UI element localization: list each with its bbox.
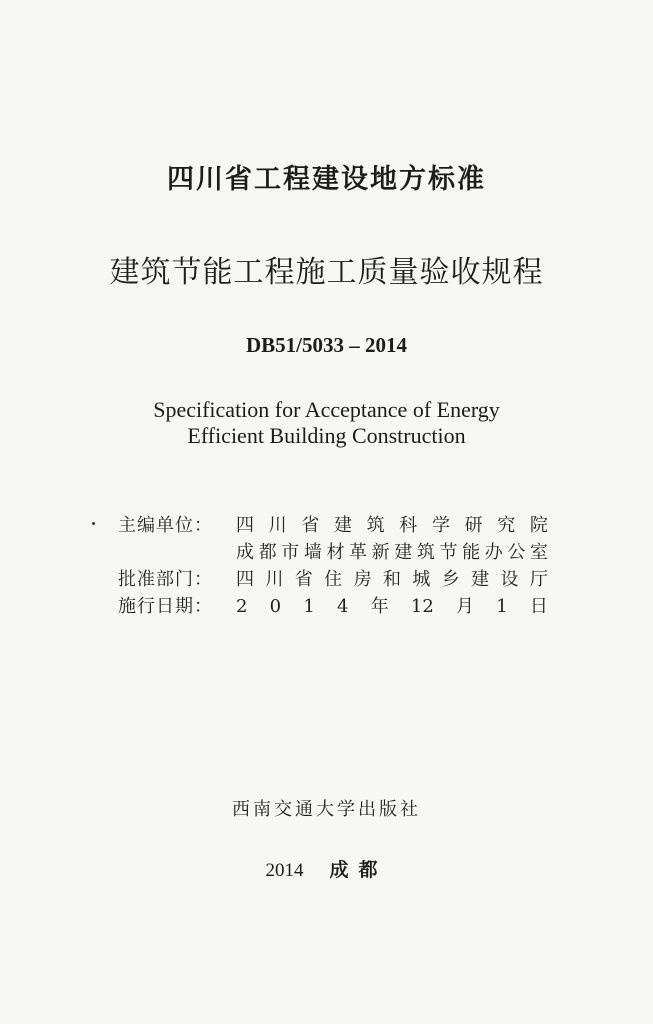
value-char: 1	[496, 596, 508, 617]
publication-city: 成都	[329, 859, 388, 881]
value-char: 建	[471, 569, 490, 590]
value-char: 成	[236, 542, 254, 563]
editor-row	[118, 512, 548, 539]
value-char: 能	[462, 542, 481, 563]
value-char: 都	[258, 542, 277, 563]
value-char: 年	[370, 596, 389, 617]
editor-row-2	[118, 539, 548, 566]
value-char: 筑	[416, 542, 435, 563]
value-char: 4	[337, 596, 349, 617]
publication-year: 2014	[265, 860, 304, 881]
value-char: 2	[236, 596, 248, 617]
editor-value-1	[236, 512, 548, 539]
value-char: 乡	[441, 569, 460, 590]
value-char: 室	[529, 542, 548, 563]
value-char: 新	[371, 542, 390, 563]
effective-date-value	[236, 593, 548, 620]
value-char: 房	[353, 569, 372, 590]
value-char: 设	[500, 569, 519, 590]
value-char: 川	[268, 515, 287, 536]
value-char: 科	[399, 515, 418, 536]
effective-date-row	[118, 593, 548, 620]
publication-year-city	[0, 857, 653, 884]
value-char: 1	[303, 596, 315, 617]
value-char: 12	[410, 596, 434, 617]
value-char: 日	[529, 596, 548, 617]
publication-info-block	[118, 512, 548, 620]
approval-value	[236, 566, 548, 593]
value-char: 究	[497, 515, 516, 536]
stray-dot	[92, 522, 95, 525]
chinese-title: 建筑节能工程施工质量验收规程	[109, 255, 544, 290]
value-char: 节	[439, 542, 458, 563]
value-char: 材	[326, 542, 345, 563]
value-char: 四	[236, 569, 254, 590]
english-title-line-1: Specification for Acceptance of Energy	[153, 397, 500, 422]
value-char: 研	[464, 515, 483, 536]
value-char: 学	[431, 515, 450, 536]
value-char: 川	[265, 569, 284, 590]
value-char: 院	[529, 515, 548, 536]
value-char: 建	[333, 515, 352, 536]
value-char: 墙	[303, 542, 322, 563]
value-char: 城	[412, 569, 431, 590]
approval-label: 批准部门：	[118, 569, 213, 590]
value-char: 住	[324, 569, 343, 590]
value-char: 革	[349, 542, 368, 563]
standard-series-heading: 四川省工程建设地方标准	[167, 164, 486, 195]
approval-row	[118, 566, 548, 593]
english-title-line-2: Efficient Building Construction	[187, 423, 466, 448]
value-char: 和	[382, 569, 401, 590]
value-char: 省	[294, 569, 313, 590]
value-char: 厅	[529, 569, 548, 590]
value-char: 四	[236, 515, 254, 536]
value-char: 办	[484, 542, 503, 563]
editor-label: 主编单位：	[118, 515, 213, 536]
editor-value-2	[236, 539, 548, 566]
value-char: 公	[507, 542, 526, 563]
value-char: 筑	[366, 515, 385, 536]
value-char: 建	[394, 542, 413, 563]
standard-code: DB51/5033 – 2014	[245, 333, 407, 357]
value-char: 月	[456, 596, 475, 617]
value-char: 省	[301, 515, 320, 536]
value-char: 0	[269, 596, 282, 617]
effective-date-label: 施行日期：	[118, 596, 213, 617]
editor-label-spacer	[118, 539, 236, 566]
value-char: 市	[281, 542, 300, 563]
publisher-name: 西南交通大学出版社	[232, 799, 421, 820]
